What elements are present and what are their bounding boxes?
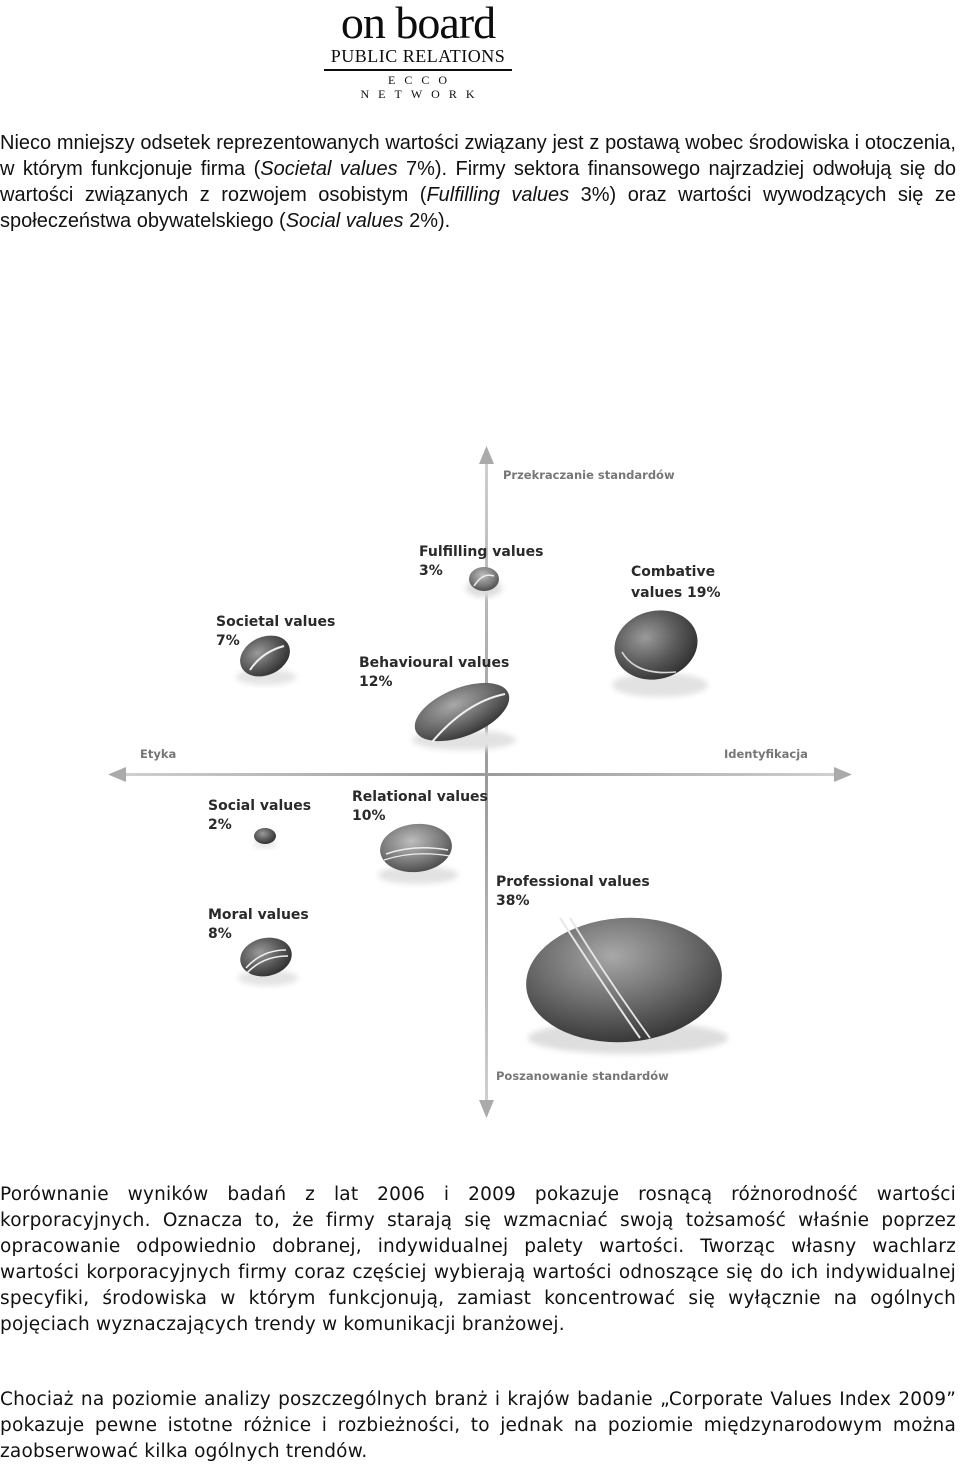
value-percent: 3% <box>419 563 443 579</box>
value-name: Behavioural values <box>359 655 510 671</box>
combative-values-label <box>631 562 721 604</box>
combative-values-stone <box>607 601 708 697</box>
paragraph-text: 7%). Firmy sektora finansowego najrzadziej odwołują się do wartości związanych z rozwojem osobistym ( <box>0 158 956 206</box>
paragraph-italic: Social values <box>285 210 404 232</box>
value-percent: 12% <box>359 674 393 690</box>
axis-label-left: Etyka <box>140 747 177 761</box>
relational-values-label <box>352 788 488 826</box>
value-name: Combative <box>631 564 716 580</box>
value-percent: 8% <box>208 926 232 942</box>
paragraph-italic: Fulfilling values <box>426 184 570 206</box>
moral-values-label <box>208 906 309 944</box>
analysis-paragraph: Porównanie wyników badań z lat 2006 i 2009 pokazuje rosnącą różnorodność wartości korporacyjnych. Oznacza to, że firmy starają się wzmacniać swoją tożsamość właśnie poprzez opracowanie odpowiednio dobranej, indywidualnej palety wartości. Tworząc własny wachlarz wartości korporacyjnych firmy coraz częściej wybierają wartości odnoszące się do ich indywidualnej specyfiki, środowiska w którym funkcjonują, zamiast koncentrować się wyłącznie na ogólnych pojęciach wyznaczających trendy w komunikacji branżowej. <box>0 1184 956 1335</box>
axis-arrow-left <box>108 767 126 782</box>
axis-arrow-right <box>834 767 852 782</box>
logo-network-text: ECCO NETWORK <box>360 73 484 101</box>
behavioural-values-label <box>359 654 509 692</box>
professional-values-label <box>496 873 650 911</box>
value-name: Fulfilling values <box>419 544 544 560</box>
value-name: values <box>631 585 683 601</box>
logo-sub-text: PUBLIC RELATIONS <box>330 46 506 66</box>
value-percent: 7% <box>216 633 240 649</box>
horizontal-axis <box>124 773 836 776</box>
axis-arrow-down <box>479 1100 494 1118</box>
axis-arrow-up <box>479 446 494 464</box>
logo-divider <box>324 69 512 71</box>
social-values-label <box>208 797 311 835</box>
company-logo <box>318 0 518 101</box>
value-name: Social values <box>208 798 312 814</box>
relational-values-stone <box>378 820 458 884</box>
intro-paragraph <box>0 130 956 234</box>
paragraph-text: 2%). <box>403 210 451 232</box>
value-percent: 10% <box>352 808 386 824</box>
fulfilling-values-label <box>419 543 543 581</box>
value-name: Moral values <box>208 907 309 923</box>
professional-values-stone <box>522 911 728 1054</box>
axis-label-top: Przekraczanie standardów <box>503 468 675 482</box>
axis-label-bottom: Poszanowanie standardów <box>496 1069 669 1083</box>
value-name: Societal values <box>216 614 336 630</box>
values-diagram <box>0 440 960 1130</box>
value-name: Professional values <box>496 874 650 890</box>
axis-label-right: Identyfikacja <box>724 747 808 761</box>
value-percent: 2% <box>208 817 232 833</box>
trends-paragraph: Chociaż na poziomie analizy poszczególnych branż i krajów badanie „Corporate Values Index 2009” pokazuje pewne istotne różnice i rozbieżności, to jednak na poziomie międzynarodowym można zaobserwować kilka ogólnych trendów. <box>0 1389 956 1462</box>
paragraph-italic: Societal values <box>260 158 398 180</box>
paragraph-text: 3%) oraz wartości wywodzących się ze społeczeństwa obywatelskiego ( <box>0 184 956 232</box>
value-percent: 38% <box>496 893 530 909</box>
value-percent: 19% <box>687 585 721 601</box>
paragraph-text: Nieco mniejszy odsetek reprezentowanych wartości związany jest z postawą wobec środowiska i otoczenia, w którym funkcjonuje firma ( <box>0 132 956 180</box>
societal-values-label <box>216 613 335 651</box>
logo-main-text: on board <box>340 0 496 48</box>
value-name: Relational values <box>352 789 488 805</box>
